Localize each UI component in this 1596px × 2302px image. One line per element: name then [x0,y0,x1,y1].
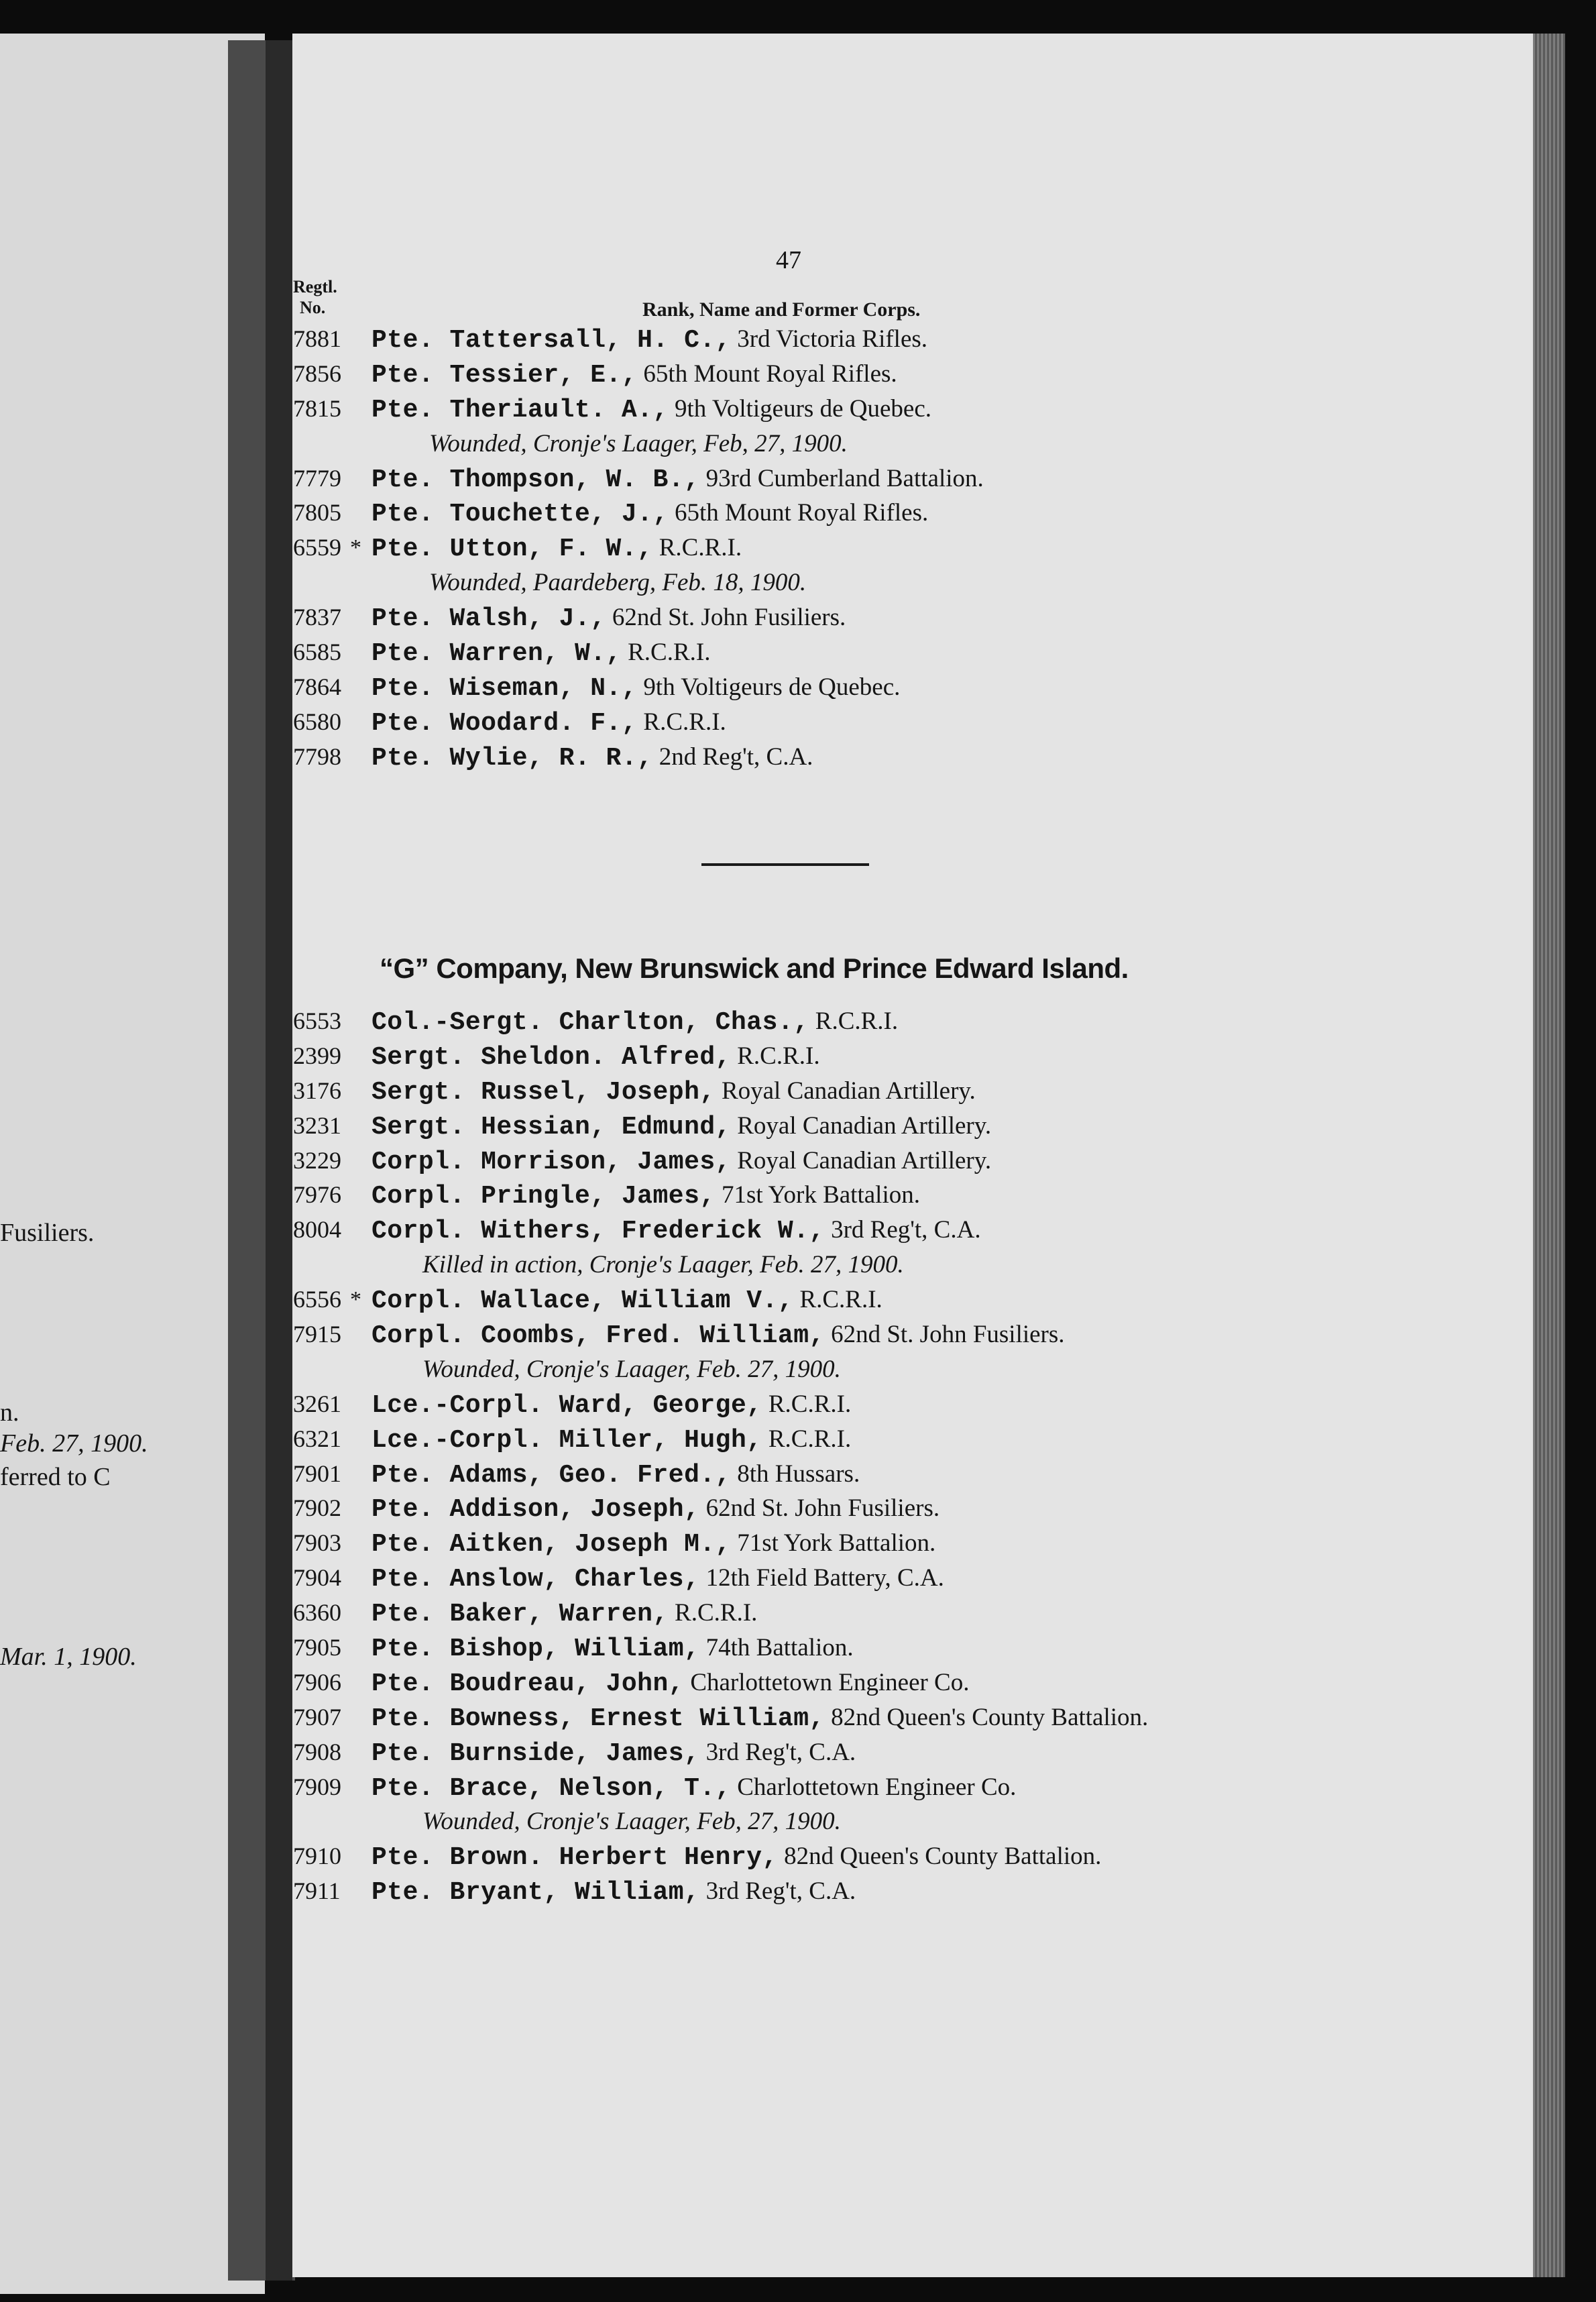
book-gutter [266,40,292,2281]
rank-and-name: Pte. Tattersall, H. C., [372,326,731,355]
rank-and-name: Pte. Baker, Warren, [372,1600,669,1629]
former-corps: 8th Hussars. [737,1460,860,1488]
regimental-number: 7915 [293,1321,341,1348]
former-corps: 3rd Victoria Rifles. [737,325,928,353]
rank-and-name: Corpl. Wallace, William V., [372,1286,794,1316]
rank-and-name: Pte. Addison, Joseph, [372,1495,700,1525]
former-corps: R.C.R.I. [675,1599,758,1627]
regimental-number: 3261 [293,1390,341,1417]
regimental-number: 6580 [293,708,341,735]
rank-and-name: Pte. Brown. Herbert Henry, [372,1843,778,1873]
regimental-number: 7908 [293,1738,341,1765]
regimental-number: 7815 [293,394,341,422]
former-corps: 62nd St. John Fusiliers. [705,1494,940,1523]
roster-entry [372,1526,935,1562]
former-corps: 82nd Queen's County Battalion. [784,1843,1102,1871]
roster-entry [372,1561,944,1597]
roster-entry [372,600,846,637]
regimental-number: 7906 [293,1668,341,1696]
asterisk-mark: * [350,1287,361,1313]
rank-and-name: Pte. Touchette, J., [372,500,669,529]
roster-entry [372,1109,991,1145]
casualty-note: Killed in action, Cronje's Laager, Feb. 27, 1900. [422,1251,904,1279]
regimental-number: 7779 [293,464,341,492]
regimental-number: 6321 [293,1425,341,1452]
roster-entry [372,496,928,532]
former-corps: R.C.R.I. [659,534,742,562]
former-corps: 12th Field Battery, C.A. [705,1564,944,1592]
former-corps: R.C.R.I. [768,1390,852,1418]
regimental-number: 7881 [293,325,341,352]
regimental-number: 7910 [293,1843,341,1870]
regimental-number: 7805 [293,499,341,527]
former-corps: 82nd Queen's County Battalion. [831,1703,1149,1731]
regimental-number: 6556 [293,1286,341,1313]
rank-and-name: Pte. Anslow, Charles, [372,1565,700,1594]
roster-entry [372,1665,970,1702]
casualty-note: Wounded, Cronje's Laager, Feb, 27, 1900. [422,1808,841,1836]
rank-and-name: Corpl. Pringle, James, [372,1182,716,1211]
former-corps: 71st York Battalion. [737,1529,936,1557]
roster-entry [372,1839,1101,1875]
former-corps: R.C.R.I. [815,1007,899,1035]
rank-and-name: Pte. Aitken, Joseph M., [372,1530,731,1559]
casualty-note: Wounded, Paardeberg, Feb. 18, 1900. [429,569,807,597]
regimental-number: 7909 [293,1773,341,1800]
rank-and-name: Pte. Bishop, William, [372,1635,700,1664]
regimental-number: 7798 [293,743,341,770]
roster-entry [372,322,927,358]
roster-entry [372,1874,856,1910]
roster-entry [372,1213,981,1249]
regimental-number: 7911 [293,1877,341,1905]
former-corps: 71st York Battalion. [721,1181,920,1209]
former-corps: 3rd Reg't, C.A. [705,1738,856,1766]
former-corps: 65th Mount Royal Rifles. [643,360,897,388]
roster-entry [372,531,742,567]
former-corps: R.C.R.I. [628,639,711,667]
roster-entry [372,1735,856,1771]
former-corps: Royal Canadian Artillery. [721,1077,976,1105]
rank-and-name: Pte. Bryant, William, [372,1878,700,1908]
former-corps: 3rd Reg't, C.A. [705,1877,856,1906]
divider [701,863,869,866]
regimental-number: 3229 [293,1146,341,1174]
roster-entry [372,705,726,741]
roster-entry [372,392,931,428]
roster-entry [372,1387,851,1423]
rank-and-name: Pte. Adams, Geo. Fred., [372,1460,731,1490]
roster-entry [372,1144,991,1180]
header-rank-name-corps: Rank, Name and Former Corps. [642,298,921,321]
roster-entry [372,1700,1148,1737]
rank-and-name: Sergt. Hessian, Edmund, [372,1112,731,1142]
header-regtl: Regtl. [293,277,337,296]
page-number: 47 [776,246,801,274]
former-corps: 9th Voltigeurs de Quebec. [643,673,901,701]
regimental-number: 3176 [293,1077,341,1104]
regimental-number: 7903 [293,1529,341,1557]
regimental-number: 7901 [293,1460,341,1487]
former-corps: R.C.R.I. [799,1286,882,1314]
left-page-fragment: ferred to C [0,1463,111,1491]
regimental-number: 7976 [293,1181,341,1209]
page-edge [1533,34,1565,2277]
roster-entry [372,670,900,706]
rank-and-name: Pte. Boudreau, John, [372,1669,685,1698]
rank-and-name: Pte. Woodard. F., [372,708,638,738]
regimental-number: 8004 [293,1216,341,1244]
roster-entry [372,1178,920,1214]
roster-entry [372,461,984,498]
header-no: No. [300,298,326,317]
roster-entry [372,635,710,671]
former-corps: 74th Battalion. [705,1634,854,1662]
roster-entry [372,357,897,393]
rank-and-name: Pte. Warren, W., [372,639,622,669]
former-corps: 9th Voltigeurs de Quebec. [675,394,931,423]
regimental-number: 7905 [293,1634,341,1661]
roster-entry [372,1770,1016,1806]
former-corps: 62nd St. John Fusiliers. [612,604,846,632]
regimental-number: 6585 [293,639,341,666]
rank-and-name: Lce.-Corpl. Miller, Hugh, [372,1425,762,1455]
rank-and-name: Corpl. Withers, Frederick W., [372,1217,825,1246]
left-page-fragment: n. [0,1399,19,1427]
regimental-number: 6559 [293,534,341,561]
left-page-fragment: Fusiliers. [0,1219,95,1247]
roster-entry [372,1596,757,1632]
former-corps: 93rd Cumberland Battalion. [705,464,984,492]
casualty-note: Wounded, Cronje's Laager, Feb, 27, 1900. [429,429,848,457]
left-page [0,34,265,2294]
former-corps: Royal Canadian Artillery. [737,1111,992,1140]
roster-entry [372,1422,851,1458]
left-page-fragment: Mar. 1, 1900. [0,1643,137,1671]
rank-and-name: Corpl. Coombs, Fred. William, [372,1321,825,1351]
roster-entry [372,1631,854,1667]
former-corps: 3rd Reg't, C.A. [831,1216,981,1244]
former-corps: R.C.R.I. [737,1042,820,1070]
rank-and-name: Pte. Utton, F. W., [372,535,653,564]
former-corps: 65th Mount Royal Rifles. [675,499,929,527]
rank-and-name: Pte. Walsh, J., [372,604,606,634]
rank-and-name: Sergt. Russel, Joseph, [372,1077,716,1107]
former-corps: Royal Canadian Artillery. [737,1146,992,1174]
former-corps: Charlottetown Engineer Co. [737,1773,1017,1801]
rank-and-name: Pte. Bowness, Ernest William, [372,1704,825,1733]
regimental-number: 2399 [293,1042,341,1069]
former-corps: R.C.R.I. [643,708,726,736]
rank-and-name: Pte. Thompson, W. B., [372,465,700,494]
regimental-number: 6553 [293,1007,341,1034]
roster-entry [372,1457,860,1493]
regimental-number: 7907 [293,1703,341,1731]
rank-and-name: Pte. Wiseman, N., [372,673,638,703]
rank-and-name: Col.-Sergt. Charlton, Chas., [372,1008,809,1037]
former-corps: R.C.R.I. [768,1425,852,1453]
former-corps: 2nd Reg't, C.A. [659,743,813,771]
regimental-number: 7856 [293,360,341,387]
regimental-number: 6360 [293,1599,341,1627]
rank-and-name: Pte. Wylie, R. R., [372,743,653,773]
former-corps: Charlottetown Engineer Co. [690,1668,970,1696]
rank-and-name: Pte. Tessier, E., [372,360,638,390]
rank-and-name: Sergt. Sheldon. Alfred, [372,1042,731,1072]
roster-entry [372,1282,882,1319]
roster-entry [372,1074,976,1110]
roster-entry [372,1317,1065,1354]
regimental-number: 7904 [293,1564,341,1592]
regimental-number: 7864 [293,673,341,700]
rank-and-name: Corpl. Morrison, James, [372,1147,731,1176]
casualty-note: Wounded, Cronje's Laager, Feb. 27, 1900. [422,1355,841,1383]
regimental-number: 7902 [293,1494,341,1522]
roster-entry [372,1004,898,1040]
rank-and-name: Pte. Burnside, James, [372,1739,700,1768]
regimental-number: 3231 [293,1111,341,1139]
roster-entry [372,1039,820,1075]
left-page-fragment: Feb. 27, 1900. [0,1429,148,1458]
regimental-number: 7837 [293,604,341,631]
rank-and-name: Pte. Brace, Nelson, T., [372,1773,731,1803]
rank-and-name: Lce.-Corpl. Ward, George, [372,1390,762,1420]
rank-and-name: Pte. Theriault. A., [372,395,669,425]
section-title: “G” Company, New Brunswick and Prince Edward Island. [380,952,1129,984]
roster-entry [372,740,813,776]
former-corps: 62nd St. John Fusiliers. [831,1321,1065,1349]
asterisk-mark: * [350,535,361,561]
roster-entry [372,1491,939,1527]
